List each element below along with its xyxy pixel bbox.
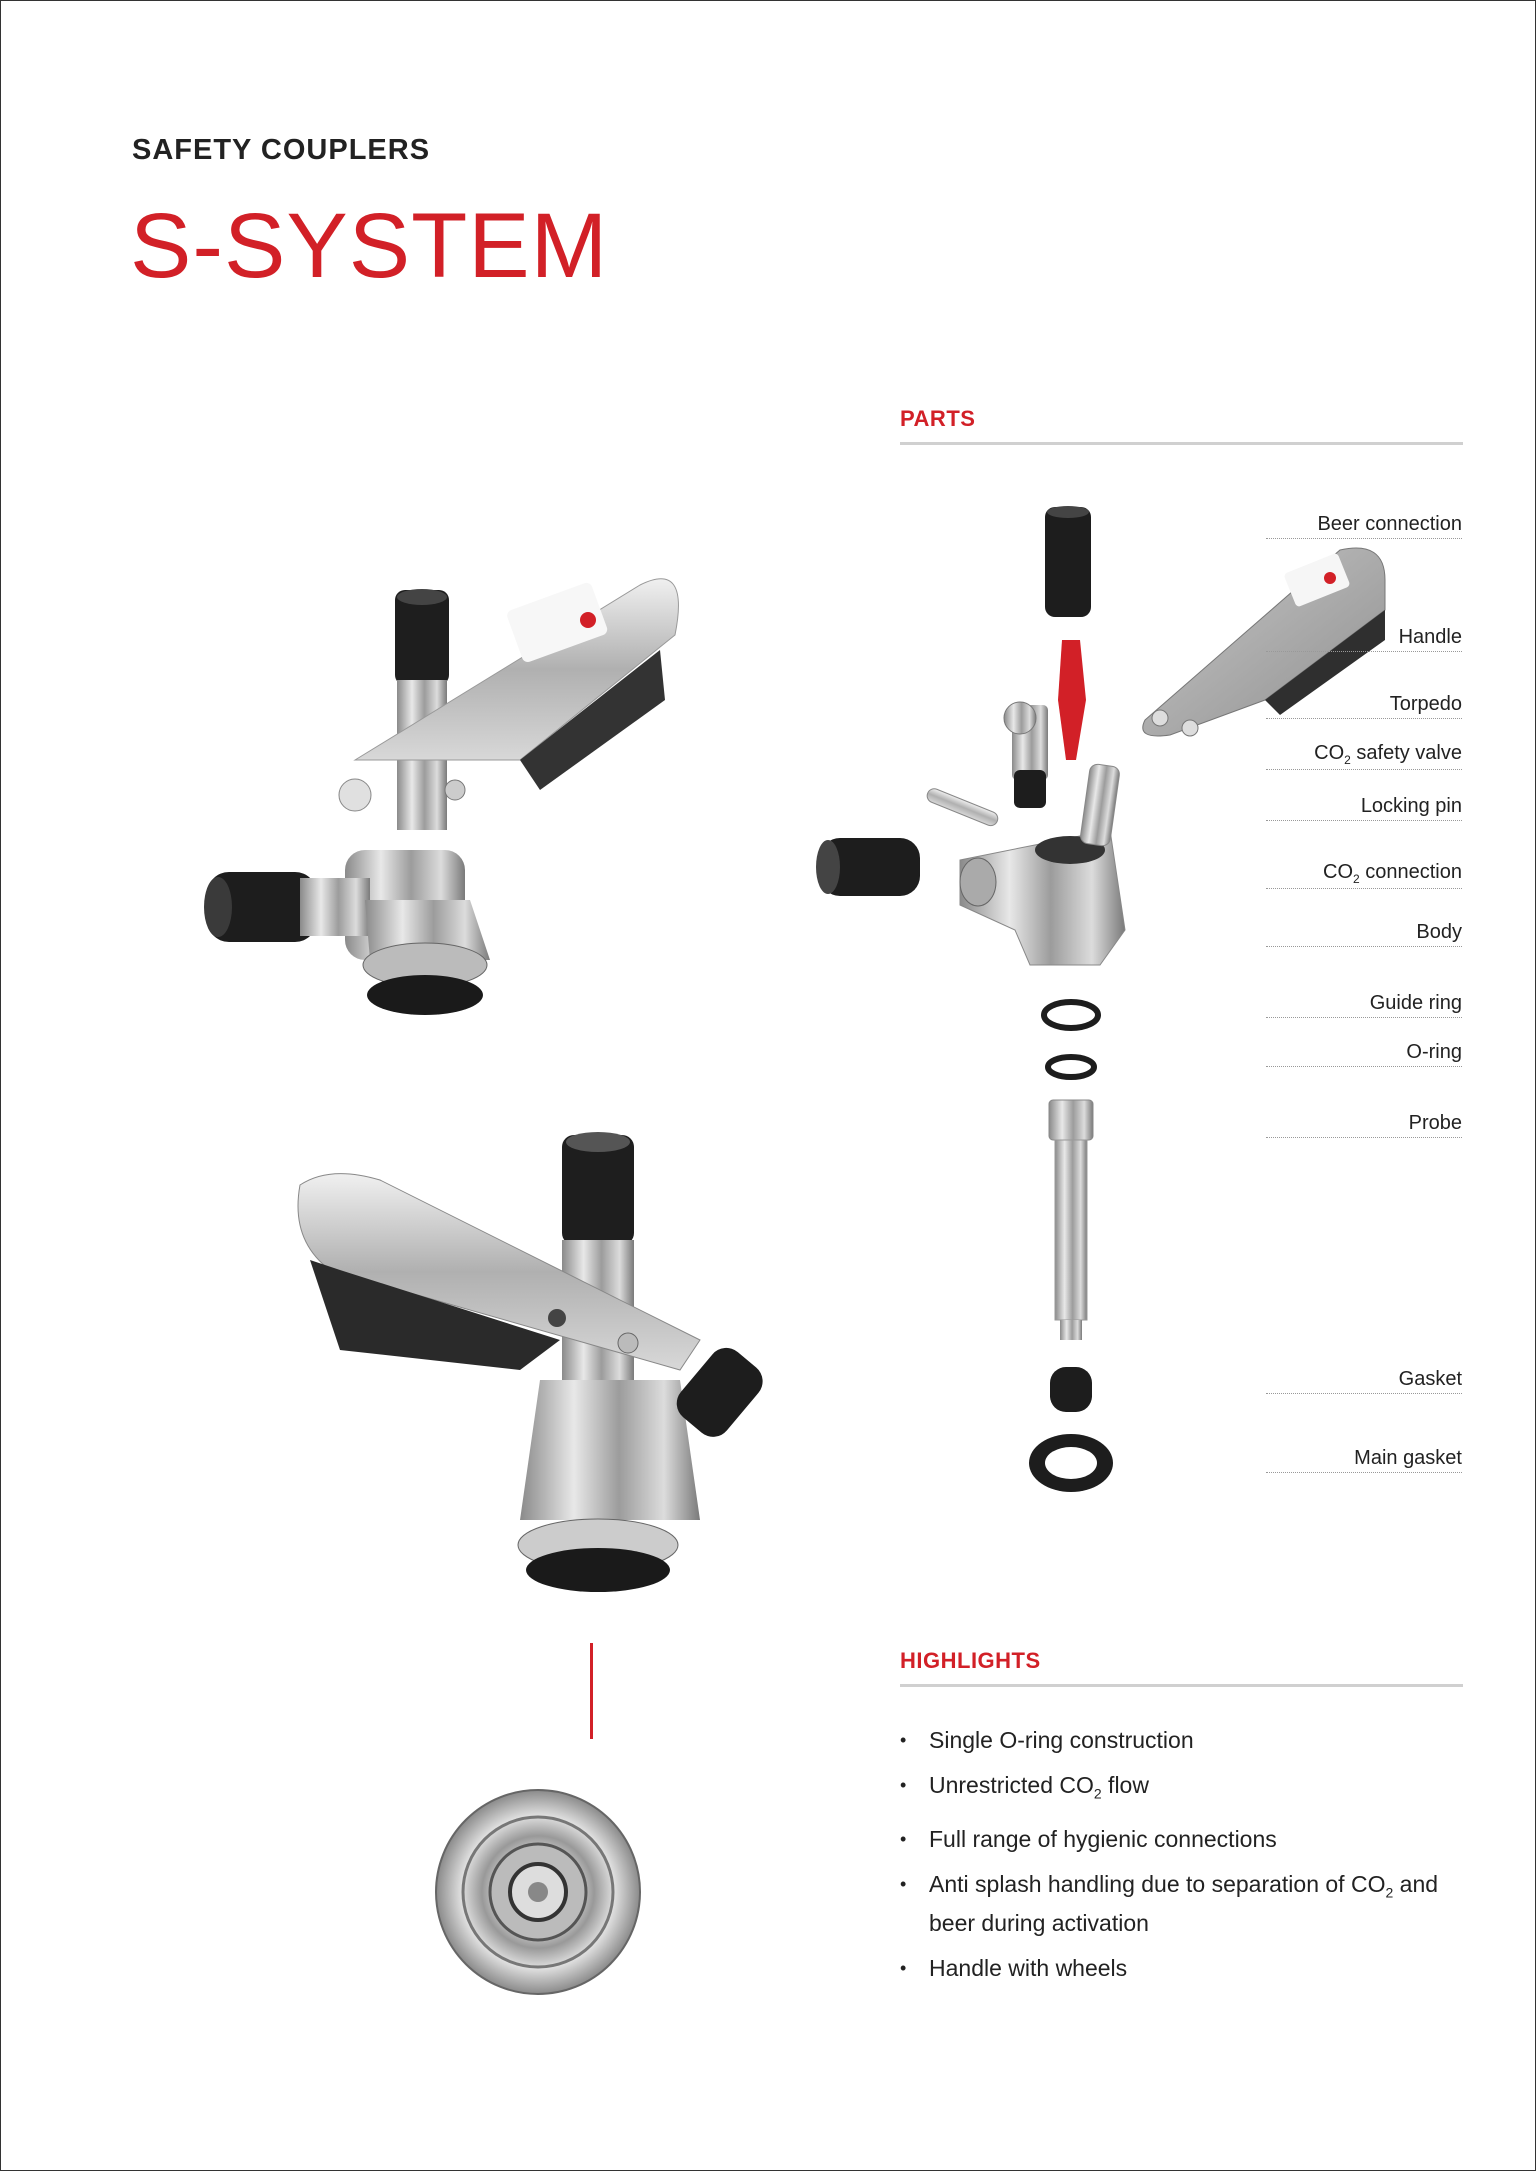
- section-eyebrow: SAFETY COUPLERS: [132, 134, 431, 166]
- label-body: Body: [1266, 921, 1462, 947]
- label-beer-connection: Beer connection: [1266, 513, 1462, 539]
- list-item: • Unrestricted $CO_2$ flow: [900, 1770, 1460, 1810]
- label-probe: Probe: [1266, 1112, 1462, 1138]
- coupler-rear-view: [298, 1132, 770, 1592]
- list-item: • Single O-ring construction: [900, 1725, 1460, 1756]
- list-item: • Anti splash handling due to separation of $CO_2$ and beer during activation: [900, 1869, 1460, 1940]
- highlights-list: [900, 1725, 1460, 1998]
- parts-heading: PARTS: [900, 406, 1463, 445]
- label-guide-ring: Guide ring: [1266, 992, 1462, 1018]
- label-locking-pin: Locking pin: [1266, 795, 1462, 821]
- label-co2-connection: $CO_2$ connection: [1266, 861, 1462, 889]
- list-item: • Handle with wheels: [900, 1953, 1460, 1984]
- list-item: • Full range of hygienic connections: [900, 1824, 1460, 1855]
- label-co2-safety-valve: $CO_2$ safety valve: [1266, 742, 1462, 770]
- label-torpedo: Torpedo: [1266, 693, 1462, 719]
- label-main-gasket: Main gasket: [1266, 1447, 1462, 1473]
- label-handle: Handle: [1266, 626, 1462, 652]
- label-o-ring: O-ring: [1266, 1041, 1462, 1067]
- page-title: S-SYSTEM: [130, 195, 609, 297]
- coupler-front-view: [204, 579, 678, 1015]
- highlights-heading: HIGHLIGHTS: [900, 1648, 1463, 1687]
- coupler-bottom-view: [436, 1790, 640, 1994]
- label-gasket: Gasket: [1266, 1368, 1462, 1394]
- divider-line: [590, 1643, 593, 1739]
